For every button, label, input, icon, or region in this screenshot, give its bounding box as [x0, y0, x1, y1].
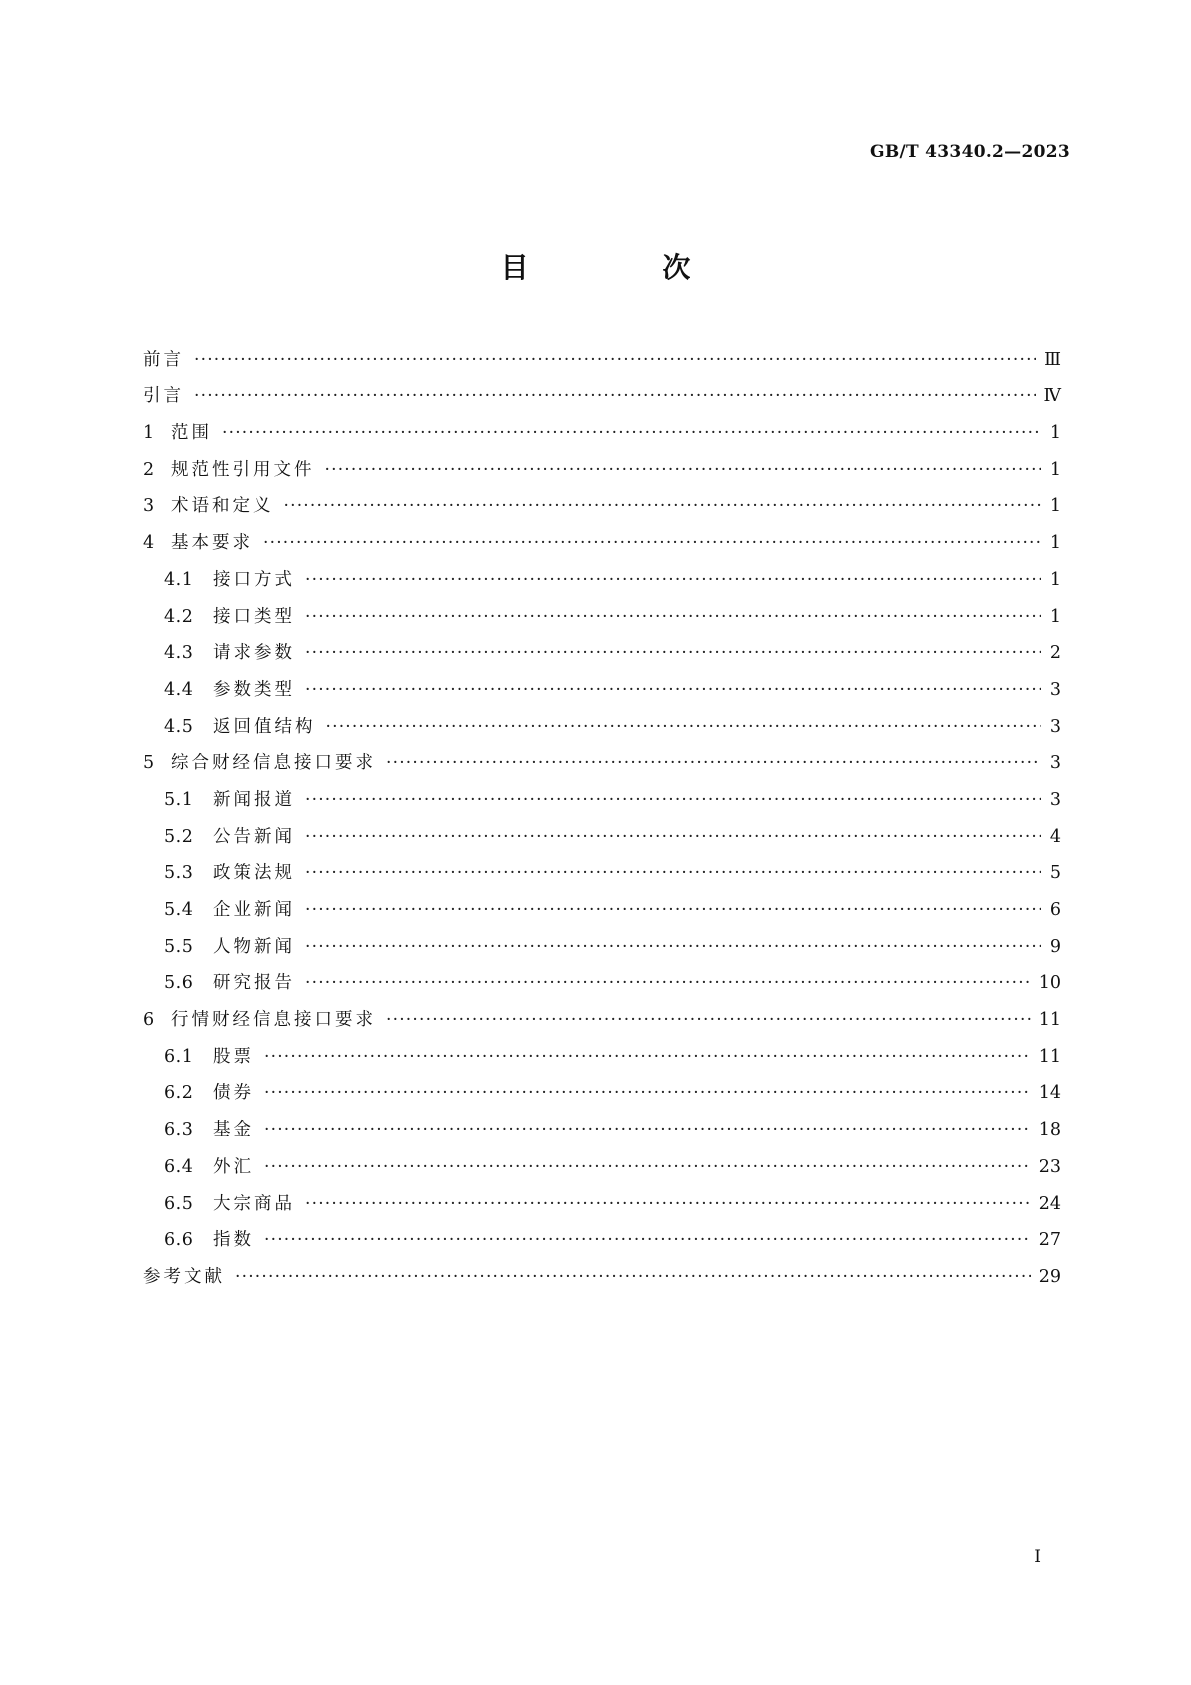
toc-dot-leader: [235, 1259, 1031, 1295]
toc-entry-page: 2: [1049, 643, 1061, 664]
toc-dot-leader: [305, 782, 1041, 818]
toc-entry-number: 4.4: [164, 679, 194, 700]
toc-entry-page: 1: [1049, 496, 1061, 517]
toc-entry-page: 1: [1049, 569, 1061, 590]
toc-dot-leader: [264, 1149, 1031, 1185]
toc-entry-label: 债券: [213, 1083, 254, 1104]
toc-dot-leader: [305, 562, 1041, 598]
toc-entry-page: 9: [1049, 936, 1061, 957]
toc-dot-leader: [305, 635, 1041, 671]
toc-entry-label: 规范性引用文件: [171, 459, 315, 480]
toc-entry-number: 5: [143, 753, 155, 774]
toc-entry-label: 术语和定义: [171, 496, 274, 517]
toc-entry-label: 股票: [213, 1046, 254, 1067]
toc-entry[interactable]: [143, 855, 1061, 892]
table-of-contents: [143, 341, 1061, 1295]
toc-entry-page: 18: [1038, 1120, 1061, 1141]
toc-entry[interactable]: [143, 1111, 1061, 1148]
footer-page-number: I: [1034, 1547, 1041, 1567]
toc-entry-label: 企业新闻: [213, 900, 295, 920]
toc-entry-page: 1: [1049, 533, 1061, 554]
toc-entry-label: 范围: [171, 423, 212, 444]
toc-dot-leader: [305, 672, 1041, 708]
toc-entry-label: 基本要求: [171, 533, 253, 554]
toc-dot-leader: [194, 378, 1036, 414]
toc-entry[interactable]: [143, 1222, 1061, 1259]
toc-entry-label: 接口类型: [213, 606, 295, 627]
toc-entry-number: 5.2: [164, 826, 194, 847]
toc-entry[interactable]: [143, 928, 1061, 965]
toc-entry-number: 6.5: [164, 1193, 194, 1214]
toc-entry-page: 23: [1038, 1156, 1061, 1177]
toc-entry[interactable]: [143, 745, 1061, 782]
toc-entry-page: 4: [1049, 826, 1061, 847]
toc-entry-page: 10: [1038, 973, 1061, 994]
toc-entry[interactable]: [143, 708, 1061, 745]
toc-entry[interactable]: [143, 598, 1061, 635]
toc-dot-leader: [264, 1222, 1031, 1258]
toc-dot-leader: [284, 488, 1042, 524]
toc-entry[interactable]: [143, 378, 1061, 415]
toc-dot-leader: [222, 415, 1041, 451]
toc-entry[interactable]: [143, 524, 1061, 561]
toc-entry[interactable]: [143, 341, 1061, 378]
toc-entry-page: 3: [1049, 679, 1061, 700]
document-code: GB/T 43340.2—2023: [870, 142, 1070, 162]
toc-entry-label: 指数: [213, 1230, 254, 1251]
toc-entry[interactable]: [143, 1258, 1061, 1295]
toc-dot-leader: [264, 1112, 1031, 1148]
toc-entry-number: 5.1: [164, 789, 194, 810]
toc-entry-number: 6.3: [164, 1120, 194, 1141]
page-title: 目 次: [500, 251, 753, 284]
toc-entry[interactable]: [143, 671, 1061, 708]
toc-entry-number: 5.6: [164, 973, 194, 994]
toc-dot-leader: [305, 892, 1041, 928]
toc-dot-leader: [305, 599, 1041, 635]
toc-entry-label: 接口方式: [213, 569, 295, 590]
toc-entry-page: 14: [1038, 1083, 1061, 1104]
toc-dot-leader: [263, 525, 1041, 561]
toc-dot-leader: [305, 819, 1041, 855]
toc-entry-label: 综合财经信息接口要求: [171, 753, 376, 774]
toc-entry-number: 4.3: [164, 643, 194, 664]
toc-entry[interactable]: [143, 1038, 1061, 1075]
toc-entry-label: 基金: [213, 1120, 254, 1141]
toc-entry-page: 6: [1049, 900, 1061, 920]
toc-entry-number: 2: [143, 459, 155, 480]
toc-entry[interactable]: [143, 451, 1061, 488]
toc-entry-page: 1: [1049, 423, 1061, 444]
toc-entry[interactable]: [143, 488, 1061, 525]
toc-entry-number: 4.2: [164, 606, 194, 627]
toc-entry-number: 1: [143, 423, 155, 444]
toc-entry-number: 4.5: [164, 716, 194, 737]
toc-dot-leader: [386, 1002, 1031, 1038]
toc-entry-label: 公告新闻: [213, 826, 295, 847]
toc-entry-label: 参考文献: [143, 1266, 225, 1287]
toc-entry-page: 3: [1049, 716, 1061, 737]
toc-entry-number: 5.5: [164, 936, 194, 957]
toc-entry-number: 6.4: [164, 1156, 194, 1177]
toc-entry[interactable]: [143, 1185, 1061, 1222]
toc-entry-label: 研究报告: [213, 973, 295, 994]
toc-entry-label: 返回值结构: [213, 716, 316, 737]
toc-entry-page: 1: [1049, 459, 1061, 480]
toc-dot-leader: [264, 1075, 1031, 1111]
toc-entry-number: 4: [143, 533, 155, 554]
toc-entry-number: 4.1: [164, 569, 194, 590]
toc-dot-leader: [305, 929, 1041, 965]
toc-entry-label: 请求参数: [213, 643, 295, 664]
toc-entry-page: Ⅳ: [1043, 386, 1061, 407]
toc-entry-page: 3: [1049, 789, 1061, 810]
toc-entry[interactable]: [143, 414, 1061, 451]
toc-dot-leader: [305, 965, 1031, 1001]
toc-dot-leader: [264, 1039, 1031, 1075]
toc-entry[interactable]: [143, 561, 1061, 598]
toc-dot-leader: [305, 855, 1041, 891]
toc-entry-number: 6.2: [164, 1083, 194, 1104]
toc-entry-number: 6: [143, 1010, 155, 1031]
toc-dot-leader: [326, 709, 1042, 745]
toc-entry-label: 人物新闻: [213, 936, 295, 957]
toc-dot-leader: [194, 342, 1036, 378]
toc-entry-number: 5.3: [164, 863, 194, 884]
toc-entry[interactable]: [143, 1001, 1061, 1038]
toc-entry[interactable]: [143, 1075, 1061, 1112]
toc-entry[interactable]: [143, 891, 1061, 928]
toc-entry-page: 11: [1038, 1010, 1061, 1031]
toc-entry-label: 前言: [143, 349, 184, 370]
toc-entry[interactable]: [143, 1148, 1061, 1185]
toc-entry-page: Ⅲ: [1044, 349, 1061, 370]
toc-dot-leader: [386, 745, 1041, 781]
toc-dot-leader: [325, 452, 1042, 488]
toc-entry-label: 参数类型: [213, 679, 295, 700]
toc-entry-page: 11: [1038, 1046, 1061, 1067]
toc-entry-number: 6.6: [164, 1230, 194, 1251]
toc-entry-label: 引言: [143, 386, 184, 407]
toc-entry[interactable]: [143, 965, 1061, 1002]
toc-entry-page: 24: [1038, 1193, 1061, 1214]
toc-entry-label: 外汇: [213, 1156, 254, 1177]
toc-entry-label: 行情财经信息接口要求: [171, 1010, 376, 1031]
toc-entry-page: 5: [1049, 863, 1061, 884]
toc-entry-page: 29: [1038, 1266, 1061, 1287]
toc-entry-number: 3: [143, 496, 155, 517]
toc-entry-page: 27: [1038, 1230, 1061, 1251]
toc-entry[interactable]: [143, 818, 1061, 855]
toc-entry-number: 6.1: [164, 1046, 194, 1067]
toc-entry-label: 政策法规: [213, 863, 295, 884]
toc-entry[interactable]: [143, 781, 1061, 818]
toc-entry-label: 大宗商品: [213, 1193, 295, 1214]
toc-dot-leader: [305, 1186, 1031, 1222]
toc-entry[interactable]: [143, 635, 1061, 672]
toc-entry-number: 5.4: [164, 900, 194, 920]
toc-entry-label: 新闻报道: [213, 789, 295, 810]
toc-entry-page: 3: [1049, 753, 1061, 774]
toc-entry-page: 1: [1049, 606, 1061, 627]
